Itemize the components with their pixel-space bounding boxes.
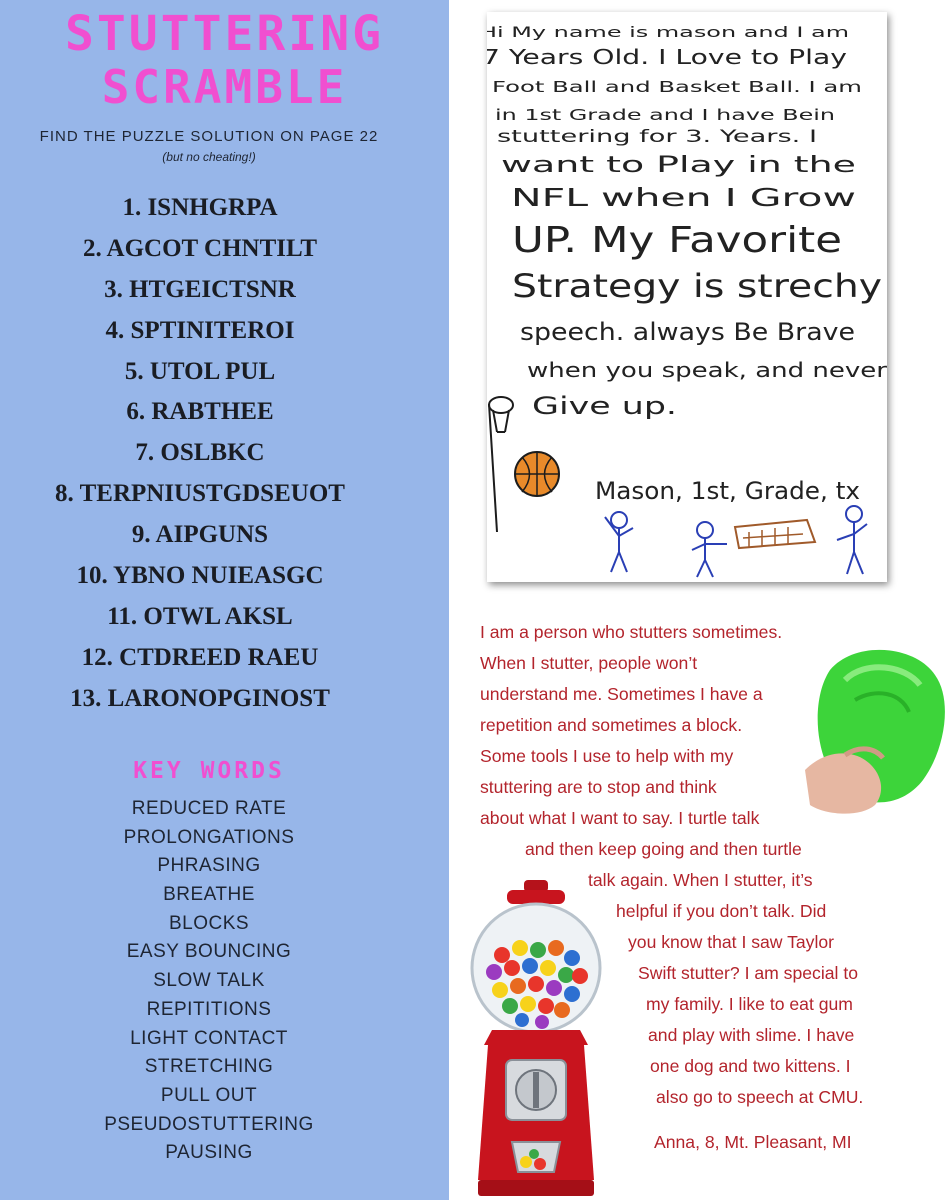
key-word: PSEUDOSTUTTERING bbox=[104, 1113, 314, 1135]
letter-line: UP. My Favorite bbox=[512, 220, 842, 261]
letter-line: when you speak, and never bbox=[527, 358, 887, 382]
letter-line: 7 Years Old. I Love to Play bbox=[487, 45, 848, 69]
puzzle-item: 6. RABTHEE bbox=[126, 398, 274, 426]
slime-image bbox=[805, 640, 947, 815]
puzzle-item: 4. SPTINITEROI bbox=[105, 316, 295, 344]
basketball-drawing bbox=[515, 452, 559, 496]
puzzle-item: 12. CTDREED RAEU bbox=[81, 643, 319, 671]
story-signature: Anna, 8, Mt. Pleasant, MI bbox=[654, 1132, 852, 1152]
puzzle-item: 3. HTGEICTSNR bbox=[104, 275, 296, 303]
puzzle-item: 1. ISNHGRPA bbox=[122, 194, 278, 221]
key-word: REDUCED RATE bbox=[131, 798, 287, 819]
basketball-hoop-drawing bbox=[489, 397, 513, 532]
key-word: PULL OUT bbox=[160, 1084, 258, 1106]
stick-figures-drawing bbox=[605, 506, 867, 577]
story-line: and then keep going and then turtle bbox=[525, 839, 802, 859]
puzzle-panel bbox=[0, 0, 449, 1200]
key-word: REPITITIONS bbox=[146, 998, 272, 1020]
puzzle-item: 9. AIPGUNS bbox=[131, 521, 269, 549]
key-word: EASY BOUNCING bbox=[126, 941, 292, 963]
story-line: you know that I saw Taylor bbox=[628, 932, 835, 952]
letter-line: in 1st Grade and I have Bein bbox=[495, 106, 835, 124]
puzzle-item: 7. OSLBKC bbox=[135, 439, 265, 467]
title-line-1: STUTTERING bbox=[65, 6, 384, 62]
letter-line: Give up. bbox=[532, 392, 677, 420]
key-word: PAUSING bbox=[165, 1142, 253, 1164]
puzzle-item: 2. AGCOT CHNTILT bbox=[82, 234, 318, 262]
puzzle-item: 5. UTOL PUL bbox=[124, 357, 276, 385]
story-line: Swift stutter? I am special to bbox=[638, 963, 859, 983]
key-word: BREATHE bbox=[163, 884, 255, 906]
story-line: repetition and sometimes a block. bbox=[480, 715, 743, 735]
letter-line: Strategy is strechy bbox=[512, 267, 882, 305]
puzzle-item: 13. LARONOPGINOST bbox=[70, 684, 330, 712]
instructions-note: (but no cheating!) bbox=[162, 150, 256, 164]
letter-line: Hi My name is mason and I am bbox=[487, 25, 849, 41]
puzzle-list bbox=[0, 188, 400, 720]
story-line: talk again. When I stutter, it’s bbox=[588, 870, 813, 890]
puzzle-item: 10. YBNO NUIEASGC bbox=[76, 562, 324, 590]
letter-line: want to Play in the bbox=[501, 153, 856, 178]
key-words-title: KEY WORDS bbox=[133, 758, 285, 784]
story-line: one dog and two kittens. I bbox=[650, 1056, 851, 1076]
key-word: LIGHT CONTACT bbox=[130, 1027, 288, 1049]
story-line: and play with slime. I have bbox=[648, 1025, 855, 1045]
story-line: also go to speech at CMU. bbox=[656, 1087, 864, 1107]
story-line: about what I want to say. I turtle talk bbox=[480, 808, 760, 828]
story-line: stuttering are to stop and think bbox=[480, 777, 717, 797]
key-word: PROLONGATIONS bbox=[123, 826, 295, 848]
key-word: SLOW TALK bbox=[153, 970, 265, 992]
instructions: FIND THE PUZZLE SOLUTION ON PAGE 22 bbox=[39, 128, 379, 145]
letter-line: Foot Ball and Basket Ball. I am bbox=[492, 78, 862, 96]
gumball-machine-image bbox=[462, 880, 612, 1200]
key-word: PHRASING bbox=[157, 855, 261, 877]
story-line: my family. I like to eat gum bbox=[646, 994, 853, 1014]
letter-line: speech. always Be Brave bbox=[520, 318, 855, 346]
story-line: helpful if you don’t talk. Did bbox=[616, 901, 827, 921]
letter-line: stuttering for 3. Years. I bbox=[497, 127, 817, 147]
key-word: BLOCKS bbox=[168, 912, 250, 934]
story-line: I am a person who stutters sometimes. bbox=[480, 622, 783, 642]
key-words-list bbox=[0, 795, 418, 1168]
puzzle-item: 11. OTWL AKSL bbox=[107, 602, 293, 630]
letter-line: NFL when I Grow bbox=[511, 183, 856, 212]
letter-drawing bbox=[487, 12, 887, 582]
story-line: understand me. Sometimes I have a bbox=[480, 684, 763, 704]
puzzle-item: 8. TERPNIUSTGDSEUOT bbox=[55, 480, 345, 508]
title-line-2: SCRAMBLE bbox=[101, 60, 348, 114]
story-line: Some tools I use to help with my bbox=[480, 746, 734, 766]
story-line: When I stutter, people won’t bbox=[480, 653, 698, 673]
key-word: STRETCHING bbox=[144, 1056, 274, 1078]
letter-signature: Mason, 1st, Grade, tx bbox=[595, 477, 860, 505]
handwritten-letter bbox=[487, 12, 887, 582]
